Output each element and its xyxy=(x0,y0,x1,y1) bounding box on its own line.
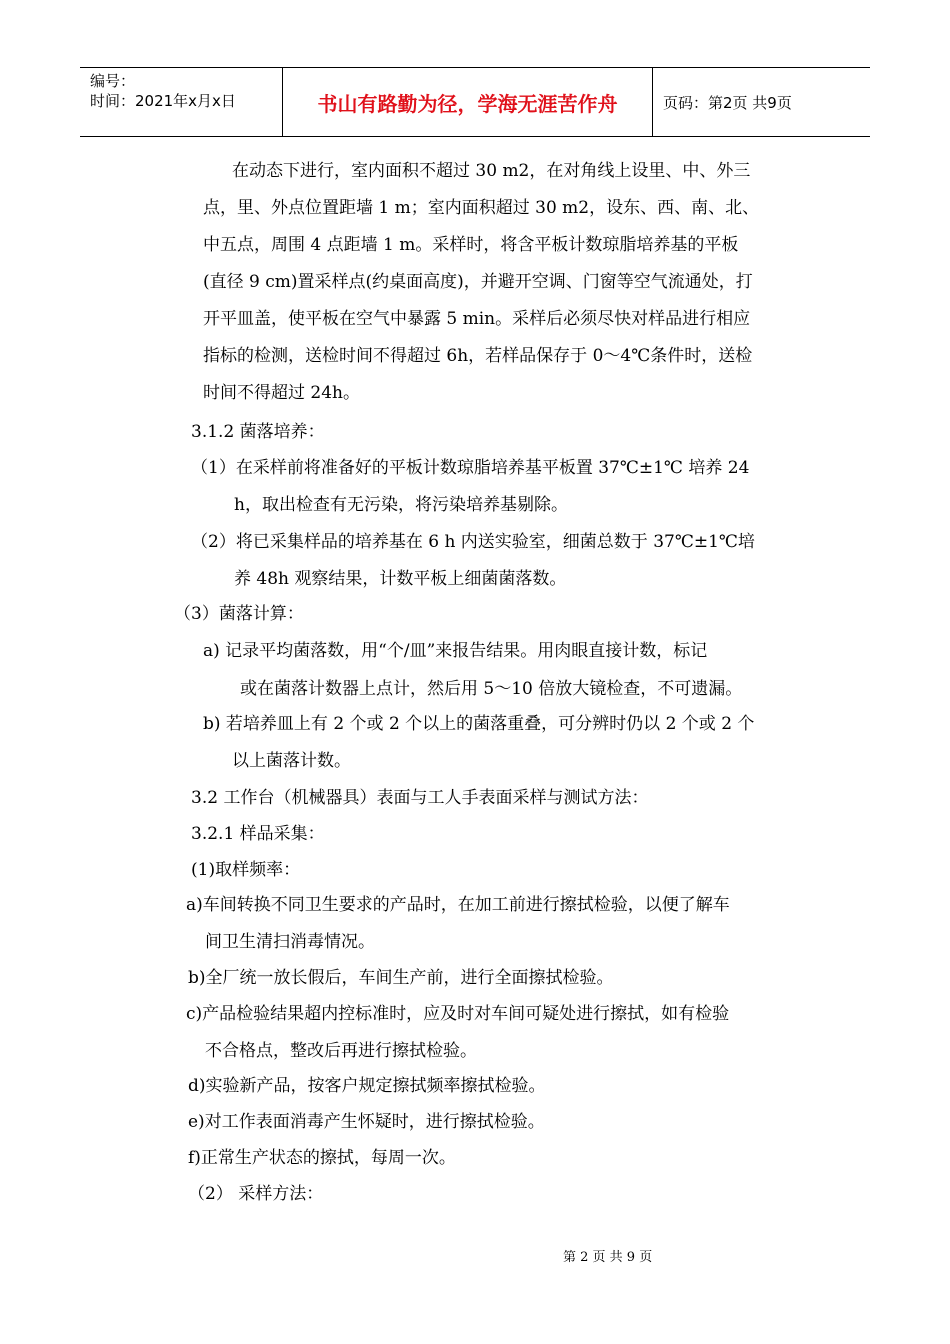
text-line: 点，里、外点位置距墙 1 m；室内面积超过 30 m2，设东、西、南、北、 xyxy=(203,198,760,218)
text-line: 开平皿盖，使平板在空气中暴露 5 min。采样后必须尽快对样品进行相应 xyxy=(203,309,751,329)
text-line: 以上菌落计数。 xyxy=(232,751,351,771)
text-line: e)对工作表面消毒产生怀疑时，进行擦拭检验。 xyxy=(188,1112,545,1132)
section-heading: 3.1.2 菌落培养： xyxy=(191,422,325,442)
header-page-label: 页码：第2页 共9页 xyxy=(663,93,792,112)
text-line: 养 48h 观察结果，计数平板上细菌菌落数。 xyxy=(234,569,567,589)
text-line: h，取出检查有无污染，将污染培养基剔除。 xyxy=(234,495,568,515)
text-line: a)车间转换不同卫生要求的产品时，在加工前进行擦拭检验，以便了解车 xyxy=(186,895,730,915)
text-line: 指标的检测，送检时间不得超过 6h，若样品保存于 0～4℃条件时，送检 xyxy=(203,346,753,366)
text-line: b) 若培养皿上有 2 个或 2 个以上的菌落重叠，可分辨时仍以 2 个或 2 个 xyxy=(203,714,755,734)
text-line: （2） 采样方法： xyxy=(188,1184,324,1204)
section-heading: 3.2 工作台（机械器具）表面与工人手表面采样与测试方法： xyxy=(191,788,649,808)
section-heading: 3.2.1 样品采集： xyxy=(191,824,325,844)
serial-label: 编号： xyxy=(90,72,136,90)
text-line: d)实验新产品，按客户规定擦拭频率擦拭检验。 xyxy=(188,1076,546,1096)
text-line: c)产品检验结果超内控标准时，应及时对车间可疑处进行擦拭，如有检验 xyxy=(186,1004,730,1024)
text-line: 时间不得超过 24h。 xyxy=(203,383,360,403)
text-line: b)全厂统一放长假后，车间生产前，进行全面擦拭检验。 xyxy=(188,968,614,988)
text-line: 在动态下进行，室内面积不超过 30 m2，在对角线上设里、中、外三 xyxy=(232,161,751,181)
text-line: （3）菌落计算： xyxy=(174,604,304,624)
page-header xyxy=(80,67,870,137)
text-line: 间卫生清扫消毒情况。 xyxy=(205,932,375,952)
text-line: (直径 9 cm)置采样点(约桌面高度)，并避开空调、门窗等空气流通处，打 xyxy=(203,272,753,292)
header-meta xyxy=(80,68,283,136)
date-label: 时间：2021年x月x日 xyxy=(90,92,236,110)
text-line: f)正常生产状态的擦拭，每周一次。 xyxy=(188,1148,456,1168)
text-line: 或在菌落计数器上点计，然后用 5～10 倍放大镜检查，不可遗漏。 xyxy=(240,679,743,699)
header-motto: 书山有路勤为径，学海无涯苦作舟 xyxy=(283,68,653,136)
text-line: 不合格点，整改后再进行擦拭检验。 xyxy=(205,1041,477,1061)
text-line: （2）将已采集样品的培养基在 6 h 内送实验室，细菌总数于 37℃±1℃培 xyxy=(191,532,755,552)
text-line: 中五点，周围 4 点距墙 1 m。采样时，将含平板计数琼脂培养基的平板 xyxy=(203,235,739,255)
text-line: （1）在采样前将准备好的平板计数琼脂培养基平板置 37℃±1℃ 培养 24 xyxy=(191,458,750,478)
text-line: a) 记录平均菌落数，用“个/皿”来报告结果。用肉眼直接计数，标记 xyxy=(203,641,708,661)
text-line: (1)取样频率： xyxy=(191,860,301,880)
page-footer: 第 2 页 共 9 页 xyxy=(563,1250,653,1265)
